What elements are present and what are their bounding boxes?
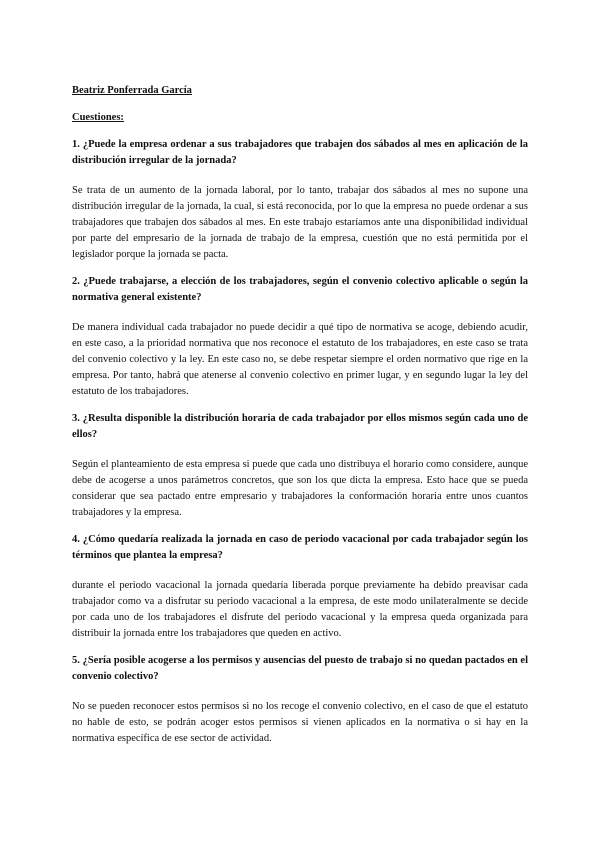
question-1: 1. ¿Puede la empresa ordenar a sus trabajadores que trabajen dos sábados al mes en aplicación de la distribución irregular de la jornada? [72, 139, 528, 166]
author-name: Beatriz Ponferrada García [72, 85, 192, 96]
question-4: 4. ¿Cómo quedaría realizada la jornada en caso de periodo vacacional por cada trabajador según los términos que plantea la empresa? [72, 534, 528, 561]
question-3: 3. ¿Resulta disponible la distribución horaria de cada trabajador por ellos mismos según cada uno de ellos? [72, 413, 528, 440]
answer-2: De manera individual cada trabajador no puede decidir a qué tipo de normativa se acoge, debiendo acudir, en este caso, a la prioridad normativa que nos reconoce el estatuto de los trabajadores, en este caso se trata del convenio colectivo y la ley. En este caso no, se debe respetar siempre el orden normativo que rige en la empresa. Por tanto, habrá que atenerse al convenio colectivo en primer lugar, y en segundo lugar la ley del estatuto de los trabajadores. [72, 322, 528, 397]
answer-1: Se trata de un aumento de la jornada laboral, por lo tanto, trabajar dos sábados al mes no supone una distribución irregular de la jornada, la cual, si está reconocida, por lo que la empresa no puede ordenar a sus trabajadores que trabajen dos sábados al mes. En este trabajo estaríamos ante una disponibilidad individual por parte del empresario de la jornada de trabajo de la empresa, cuestión que no está permitida por el legislador porque la jornada se pacta. [72, 185, 528, 260]
section-title: Cuestiones: [72, 112, 124, 123]
answer-5: No se pueden reconocer estos permisos si no los recoge el convenio colectivo, en el caso de que el estatuto no hable de esto, se podrán acoger estos permisos si vienen aplicados en la normativa o si hay en la normativa específica de ese sector de actividad. [72, 701, 528, 744]
question-5: 5. ¿Sería posible acogerse a los permisos y ausencias del puesto de trabajo si no quedan pactados en el convenio colectivo? [72, 655, 528, 682]
document-page [72, 84, 528, 747]
answer-3: Según el planteamiento de esta empresa si puede que cada uno distribuya el horario como considere, aunque debe de acogerse a unos parámetros concretos, que son los que dicta la empresa. Esto hace que se pueda considerar que sea pactado entre empresario y trabajadores la conformación horaria entre unos cuantos trabajadores y la empresa. [72, 459, 528, 518]
question-2: 2. ¿Puede trabajarse, a elección de los trabajadores, según el convenio colectivo aplicable o según la normativa general existente? [72, 276, 528, 303]
answer-4: durante el periodo vacacional la jornada quedaría liberada porque previamente ha debido preavisar cada trabajador como va a disfrutar su periodo vacacional a la empresa, de este modo unilateralmente se decide por cada uno de los trabajadores el disfrute del periodo vacacional y la empresa queda organizada para distribuir la jornada entre los trabajadores que queden en activo. [72, 580, 528, 639]
